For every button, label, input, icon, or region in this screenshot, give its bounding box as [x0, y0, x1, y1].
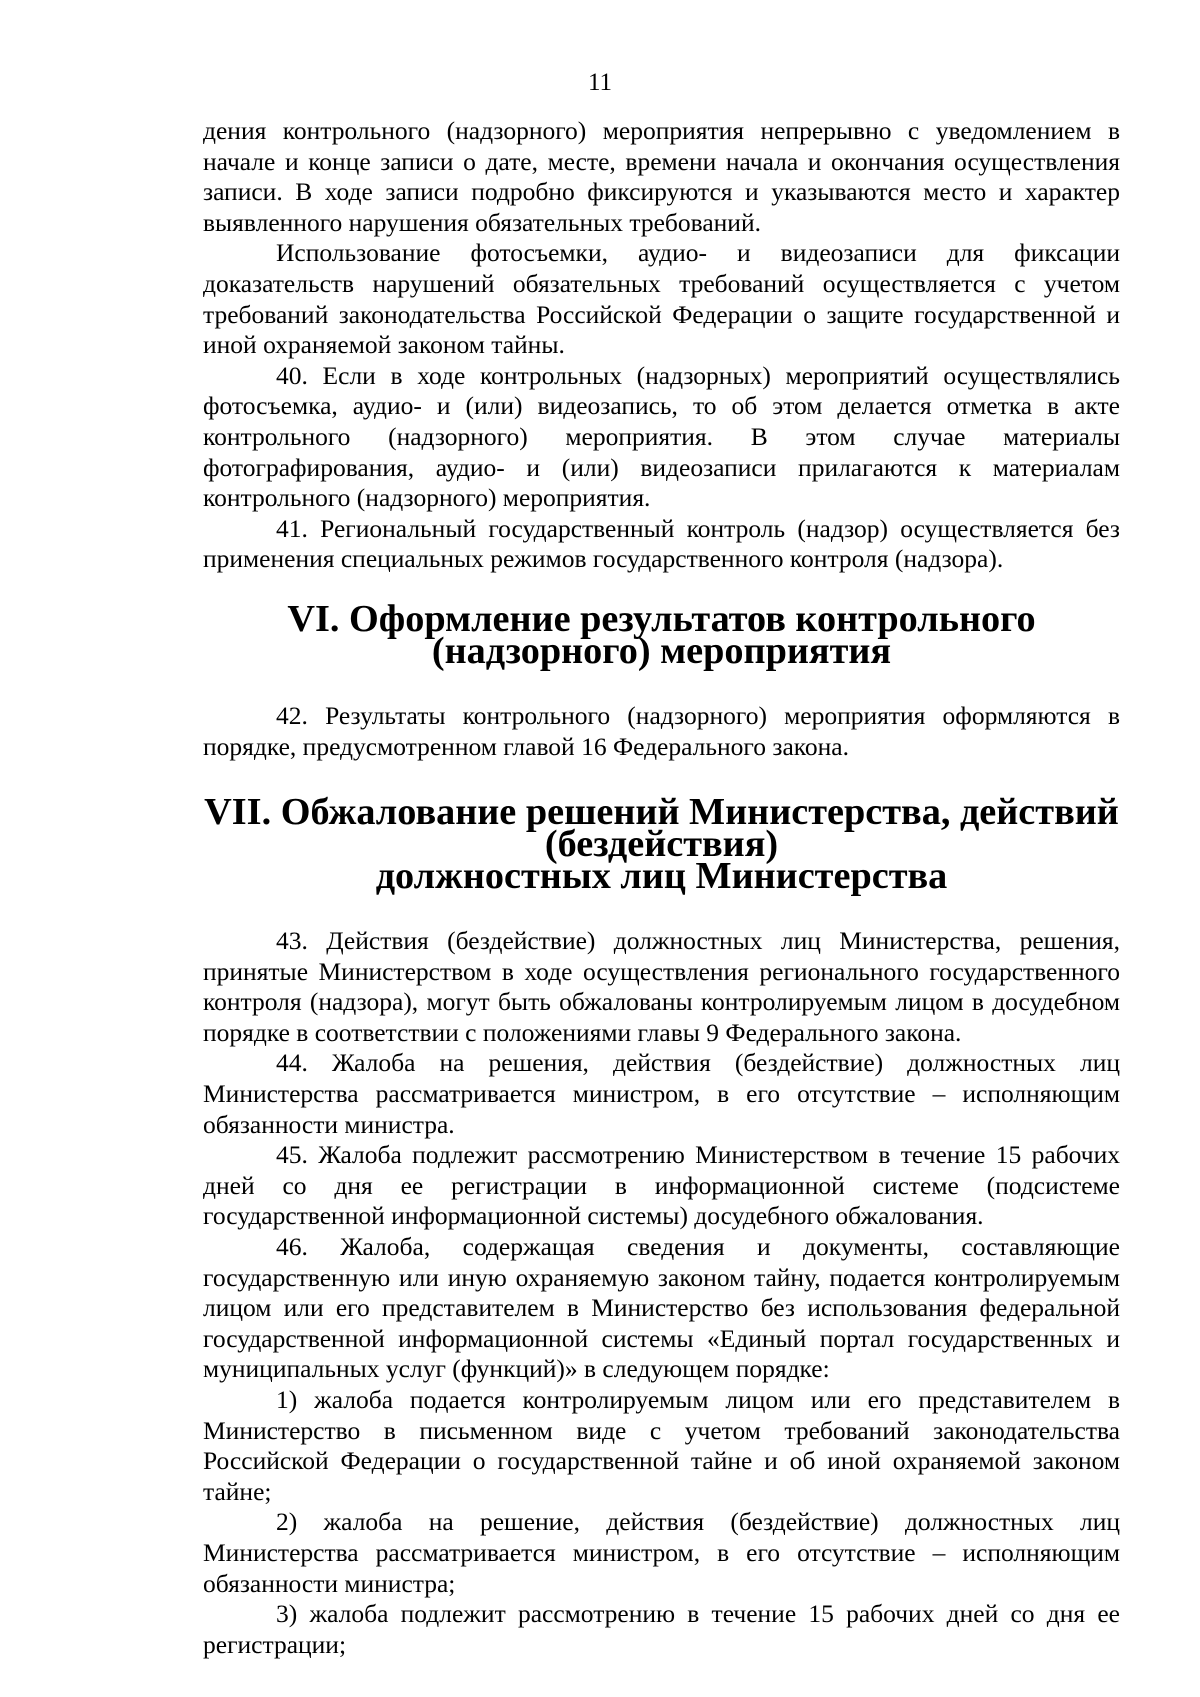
paragraph-42: 42. Результаты контрольного (надзорного) мероприятия оформляются в порядке, предусмотренном главой 16 Федерального закона.: [203, 700, 1120, 761]
section-heading-vii: [203, 791, 1120, 898]
paragraph-photo-usage: Использование фотосъемки, аудио- и видеозаписи для фиксации доказательств нарушений обязательных требований осуществляется с учетом требований законодательства Российской Федерации о защите государственной и иной охраняемой законом тайны.: [203, 238, 1120, 360]
paragraph-41: 41. Региональный государственный контроль (надзор) осуществляется без применения специальных режимов государственного контроля (надзора).: [203, 513, 1120, 574]
section-heading-vii-line2: должностных лиц Министерства: [375, 855, 948, 898]
list-item-3: 3) жалоба подлежит рассмотрению в течение 15 рабочих дней со дня ее регистрации;: [203, 1599, 1120, 1659]
paragraph-continuation: дения контрольного (надзорного) мероприятия непрерывно с уведомлением в начале и конце записи о дате, месте, времени начала и окончания осуществления записи. В ходе записи подробно фиксируются и указываются место и характер выявленного нарушения обязательных требований.: [203, 116, 1120, 237]
spacer: [203, 667, 1120, 701]
paragraph-40: 40. Если в ходе контрольных (надзорных) мероприятий осуществлялись фотосъемка, аудио- и (или) видеозапись, то об этом делается отметка в акте контрольного (надзорного) мероприятия. В этом случае материалы фотографирования, аудио- и (или) видеозаписи прилагаются к материалам контрольного (надзорного) мероприятия.: [203, 360, 1120, 513]
spacer: [203, 892, 1120, 926]
section-heading-vii-line1: VII. Обжалование решений Министерства, действий (бездействия): [204, 791, 1119, 866]
section-heading-vi-line1: VI. Оформление результатов контрольного: [287, 597, 1036, 640]
paragraph-44: 44. Жалоба на решения, действия (бездействие) должностных лиц Министерства рассматривается министром, в его отсутствие – исполняющим обязанности министра.: [203, 1048, 1120, 1139]
document-body: [203, 116, 1120, 1660]
section-heading-vi: [203, 597, 1120, 672]
list-item-2: 2) жалоба на решение, действия (бездействие) должностных лиц Министерства рассматривается министром, в его отсутствие – исполняющим обязанности министра;: [203, 1507, 1120, 1598]
page-number: 11: [587, 69, 613, 96]
paragraph-43: 43. Действия (бездействие) должностных лиц Министерства, решения, принятые Министерством в ходе осуществления регионального государственного контроля (надзора), могут быть обжалованы контролируемым лицом в досудебном порядке в соответствии с положениями главы 9 Федерального закона.: [203, 926, 1120, 1047]
paragraph-45: 45. Жалоба подлежит рассмотрению Министерством в течение 15 рабочих дней со дня ее регистрации в информационной системе (подсистеме государственной информационной системы) досудебного обжалования.: [203, 1140, 1120, 1231]
paragraph-46: 46. Жалоба, содержащая сведения и документы, составляющие государственную или иную охраняемую законом тайну, подается контролируемым лицом или его представителем в Министерство без использования федеральной государственной информационной системы «Единый портал государственных и муниципальных услуг (функций)» в следующем порядке:: [203, 1232, 1120, 1384]
list-item-1: 1) жалоба подается контролируемым лицом или его представителем в Министерство в письменном виде с учетом требований законодательства Российской Федерации о государственной тайне и об иной охраняемой законом тайне;: [203, 1385, 1120, 1506]
section-heading-vi-line2: (надзорного) мероприятия: [431, 629, 892, 672]
